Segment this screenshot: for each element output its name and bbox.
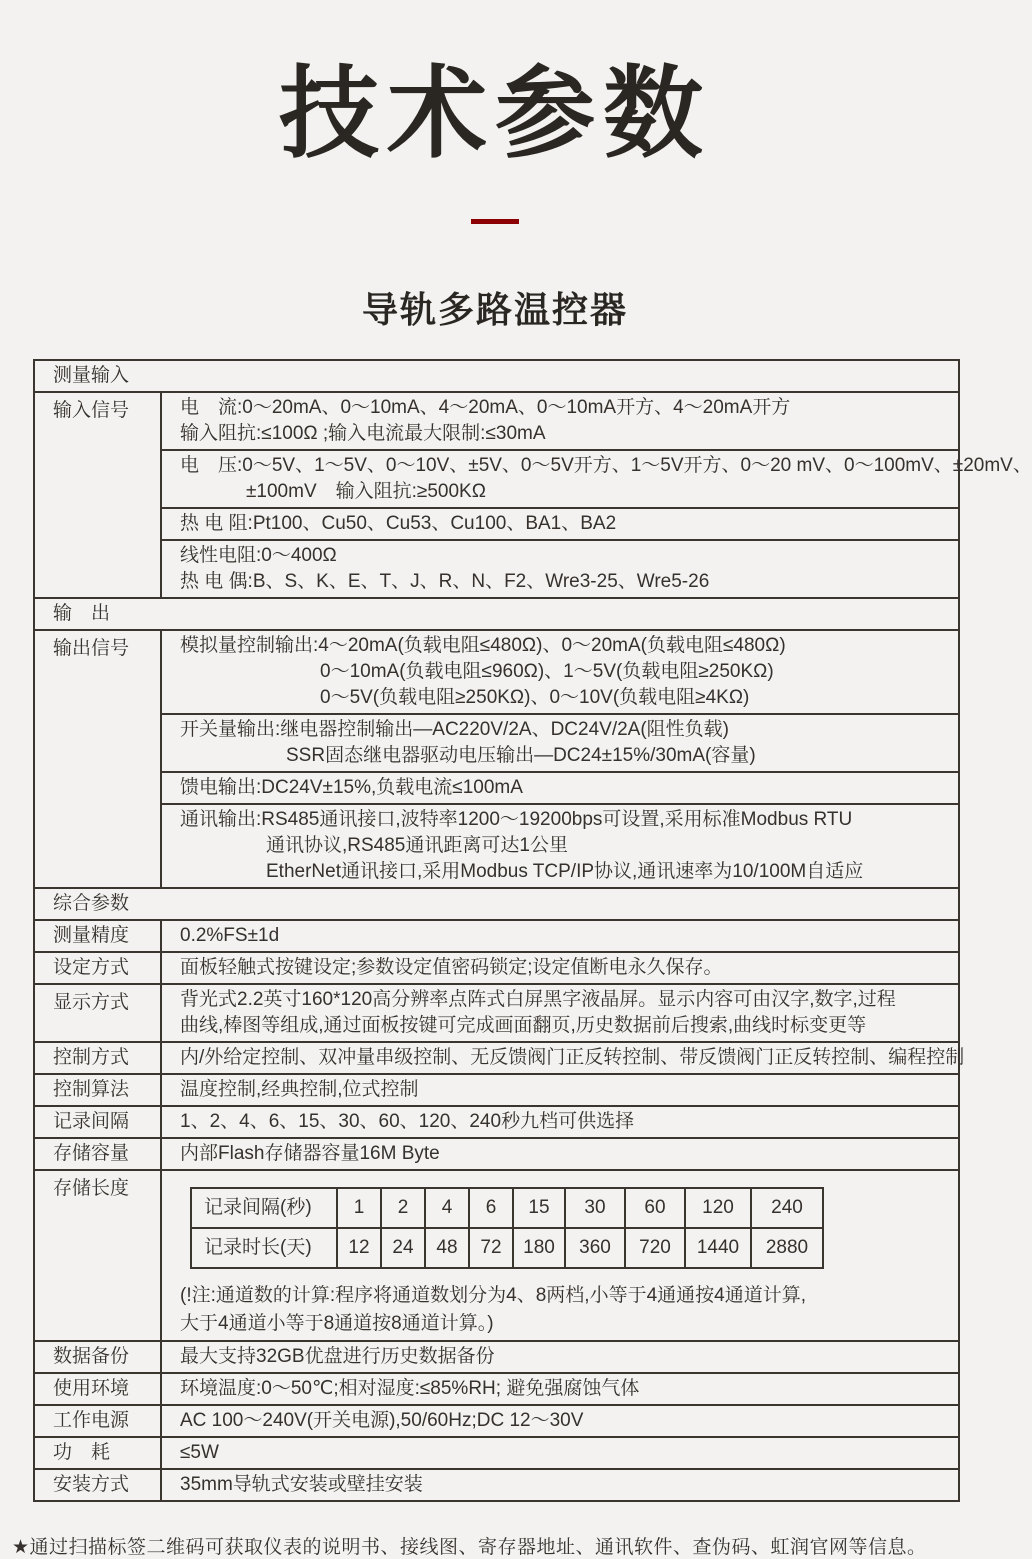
page-title: 技术参数 bbox=[279, 58, 711, 170]
interval-value: 60 bbox=[625, 1188, 685, 1228]
storage-length-note bbox=[180, 1282, 950, 1338]
product-subtitle: 导轨多路温控器 bbox=[361, 289, 628, 330]
duration-value: 1440 bbox=[685, 1228, 751, 1268]
label-output-signal: 输出信号 bbox=[34, 630, 161, 888]
cell-current-spec bbox=[161, 392, 959, 450]
row-power bbox=[34, 1405, 959, 1437]
cell-setting: 面板轻触式按键设定;参数设定值密码锁定;设定值断电永久保存。 bbox=[161, 952, 959, 984]
display-line-2: 曲线,棒图等组成,通过面板按键可完成画面翻页,历史数据前后搜索,曲线时标变更等 bbox=[180, 1015, 867, 1036]
interval-value: 30 bbox=[565, 1188, 625, 1228]
interval-value: 15 bbox=[513, 1188, 565, 1228]
current-line-1: 电 流:0～20mA、0～10mA、4～20mA、0～10mA开方、4～20mA开方 bbox=[180, 397, 791, 418]
cell-backup: 最大支持32GB优盘进行历史数据备份 bbox=[161, 1341, 959, 1373]
row-feed-output bbox=[34, 772, 959, 804]
duration-value: 360 bbox=[565, 1228, 625, 1268]
comm-line-1: 通讯输出:RS485通讯接口,波特率1200～19200bps可设置,采用标准Modbus RTU bbox=[180, 809, 853, 830]
cell-accuracy: 0.2%FS±1d bbox=[161, 920, 959, 952]
row-linear-thermocouple-spec bbox=[34, 540, 959, 598]
row-accuracy bbox=[34, 920, 959, 952]
cell-consumption: ≤5W bbox=[161, 1437, 959, 1469]
title-block bbox=[0, 0, 990, 224]
thermocouple-line: 热 电 偶:B、S、K、E、T、J、R、N、F2、Wre3-25、Wre5-26 bbox=[180, 571, 710, 592]
note-line-1: (!注:通道数的计算:程序将通道数划分为4、8两档,小等于4通通按4通道计算, bbox=[180, 1285, 806, 1306]
section-header-measurement-input: 测量输入 bbox=[34, 360, 959, 392]
label-display: 显示方式 bbox=[34, 984, 161, 1042]
label-power: 工作电源 bbox=[34, 1405, 161, 1437]
cell-switching-output bbox=[161, 714, 959, 772]
label-control-mode: 控制方式 bbox=[34, 1042, 161, 1074]
cell-feed-output: 馈电输出:DC24V±15%,负载电流≤100mA bbox=[161, 772, 959, 804]
row-backup bbox=[34, 1341, 959, 1373]
row-mounting bbox=[34, 1469, 959, 1501]
cell-power: AC 100～240V(开关电源),50/60Hz;DC 12～30V bbox=[161, 1405, 959, 1437]
duration-value: 180 bbox=[513, 1228, 565, 1268]
cell-display bbox=[161, 984, 959, 1042]
row-record-interval bbox=[34, 1106, 959, 1138]
duration-value: 72 bbox=[469, 1228, 513, 1268]
label-storage-capacity: 存储容量 bbox=[34, 1138, 161, 1170]
section-row-measurement-input bbox=[34, 360, 959, 392]
storage-duration-label: 记录时长(天) bbox=[191, 1228, 337, 1268]
duration-value: 720 bbox=[625, 1228, 685, 1268]
linear-resistance-line: 线性电阻:0～400Ω bbox=[180, 545, 337, 566]
section-header-output: 输 出 bbox=[34, 598, 959, 630]
spec-table bbox=[33, 359, 1032, 1502]
current-line-2: 输入阻抗:≤100Ω ;输入电流最大限制:≤30mA bbox=[180, 423, 546, 444]
comm-line-2: 通讯协议,RS485通讯距离可达1公里 bbox=[266, 835, 568, 856]
storage-interval-label: 记录间隔(秒) bbox=[191, 1188, 337, 1228]
cell-linear-thermocouple bbox=[161, 540, 959, 598]
row-storage-length bbox=[34, 1170, 959, 1341]
footer-note: ★通过扫描标签二维码可获取仪表的说明书、接线图、寄存器地址、通讯软件、查伪码、虹润官网等信息。 bbox=[12, 1537, 927, 1558]
interval-value: 120 bbox=[685, 1188, 751, 1228]
storage-interval-row bbox=[191, 1188, 823, 1228]
analog-line-2: 0～10mA(负载电阻≤960Ω)、1～5V(负载电阻≥250KΩ) bbox=[320, 661, 774, 682]
row-setting bbox=[34, 952, 959, 984]
row-control-algorithm bbox=[34, 1074, 959, 1106]
row-consumption bbox=[34, 1437, 959, 1469]
duration-value: 24 bbox=[381, 1228, 425, 1268]
red-divider-line bbox=[471, 219, 519, 224]
label-mounting: 安装方式 bbox=[34, 1469, 161, 1501]
interval-value: 6 bbox=[469, 1188, 513, 1228]
row-storage-capacity bbox=[34, 1138, 959, 1170]
voltage-line-1: 电 压:0～5V、1～5V、0～10V、±5V、0～5V开方、1～5V开方、0～20 mV、0～100mV、±20mV、 bbox=[180, 455, 1032, 476]
row-voltage-spec bbox=[34, 450, 959, 508]
voltage-line-2: ±100mV 输入阻抗:≥500KΩ bbox=[246, 481, 486, 502]
row-comm-output bbox=[34, 804, 959, 888]
label-input-signal: 输入信号 bbox=[34, 392, 161, 598]
cell-comm-output bbox=[161, 804, 959, 888]
interval-value: 2 bbox=[381, 1188, 425, 1228]
storage-duration-row bbox=[191, 1228, 823, 1268]
cell-control-algorithm: 温度控制,经典控制,位式控制 bbox=[161, 1074, 959, 1106]
label-control-algorithm: 控制算法 bbox=[34, 1074, 161, 1106]
cell-record-interval: 1、2、4、6、15、30、60、120、240秒九档可供选择 bbox=[161, 1106, 959, 1138]
comm-line-3: EtherNet通讯接口,采用Modbus TCP/IP协议,通讯速率为10/100M自适应 bbox=[266, 861, 864, 882]
row-environment bbox=[34, 1373, 959, 1405]
analog-line-1: 模拟量控制输出:4～20mA(负载电阻≤480Ω)、0～20mA(负载电阻≤480Ω) bbox=[180, 635, 786, 656]
cell-storage-capacity: 内部Flash存储器容量16M Byte bbox=[161, 1138, 959, 1170]
duration-value: 2880 bbox=[751, 1228, 823, 1268]
row-current-spec bbox=[34, 392, 959, 450]
storage-length-table bbox=[190, 1187, 824, 1269]
cell-environment: 环境温度:0～50℃;相对湿度:≤85%RH; 避免强腐蚀气体 bbox=[161, 1373, 959, 1405]
interval-value: 1 bbox=[337, 1188, 381, 1228]
cell-storage-length bbox=[161, 1170, 959, 1341]
cell-control-mode: 内/外给定控制、双冲量串级控制、无反馈阀门正反转控制、带反馈阀门正反转控制、编程控制 bbox=[161, 1042, 959, 1074]
row-analog-output bbox=[34, 630, 959, 714]
label-backup: 数据备份 bbox=[34, 1341, 161, 1373]
label-environment: 使用环境 bbox=[34, 1373, 161, 1405]
duration-value: 48 bbox=[425, 1228, 469, 1268]
interval-value: 4 bbox=[425, 1188, 469, 1228]
note-line-2: 大于4通道小等于8通道按8通道计算。) bbox=[180, 1313, 494, 1334]
analog-line-3: 0～5V(负载电阻≥250KΩ)、0～10V(负载电阻≥4KΩ) bbox=[320, 687, 750, 708]
label-consumption: 功 耗 bbox=[34, 1437, 161, 1469]
row-control-mode bbox=[34, 1042, 959, 1074]
row-display bbox=[34, 984, 959, 1042]
cell-mounting: 35mm导轨式安装或壁挂安装 bbox=[161, 1469, 959, 1501]
row-rtd-spec bbox=[34, 508, 959, 540]
cell-voltage-spec bbox=[161, 450, 1032, 508]
label-storage-length: 存储长度 bbox=[34, 1170, 161, 1341]
interval-value: 240 bbox=[751, 1188, 823, 1228]
row-switching-output bbox=[34, 714, 959, 772]
switching-line-1: 开关量输出:继电器控制输出—AC220V/2A、DC24V/2A(阻性负载) bbox=[180, 719, 729, 740]
section-row-general bbox=[34, 888, 959, 920]
display-line-1: 背光式2.2英寸160*120高分辨率点阵式白屏黑字液晶屏。显示内容可由汉字,数字,过程 bbox=[180, 989, 896, 1010]
label-setting: 设定方式 bbox=[34, 952, 161, 984]
section-header-general: 综合参数 bbox=[34, 888, 959, 920]
cell-rtd-spec: 热 电 阻:Pt100、Cu50、Cu53、Cu100、BA1、BA2 bbox=[161, 508, 959, 540]
label-record-interval: 记录间隔 bbox=[34, 1106, 161, 1138]
duration-value: 12 bbox=[337, 1228, 381, 1268]
section-row-output bbox=[34, 598, 959, 630]
switching-line-2: SSR固态继电器驱动电压输出—DC24±15%/30mA(容量) bbox=[286, 745, 756, 766]
cell-analog-output bbox=[161, 630, 959, 714]
label-accuracy: 测量精度 bbox=[34, 920, 161, 952]
